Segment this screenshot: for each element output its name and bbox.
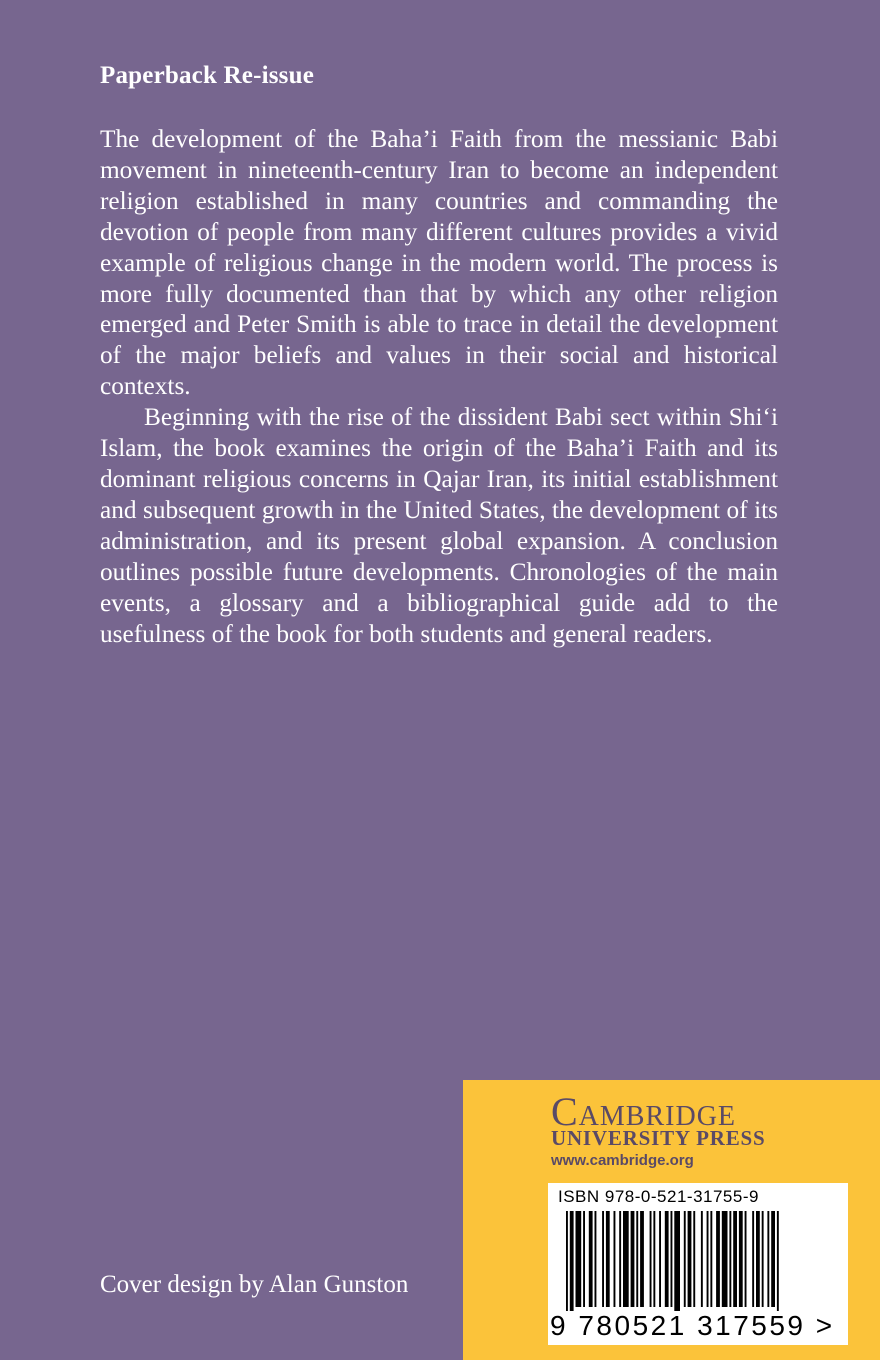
barcode-icon — [566, 1211, 828, 1311]
publisher-name: Cambridge — [551, 1089, 737, 1134]
cover-design-credit: Cover design by Alan Gunston — [100, 1271, 409, 1298]
publisher-subtitle: UNIVERSITY PRESS — [551, 1126, 766, 1150]
reissue-heading: Paperback Re-issue — [100, 62, 315, 89]
barcode-digits: 9 780521 317559 > — [550, 1310, 835, 1341]
publisher-panel — [463, 1080, 880, 1360]
isbn-label: ISBN 978-0-521-31755-9 — [558, 1187, 759, 1206]
publisher-url: www.cambridge.org — [551, 1152, 694, 1169]
barcode-panel — [548, 1183, 848, 1345]
blurb-paragraph-1: The development of the Baha’i Faith from the messianic Babi movement in nineteenth-century Iran to become an independent religion established in many countries and commanding the devotion of people from many different cultures provides a vivid example of religious change in the modern world. The process is more fully documented than that by which any other religion emerged and Peter Smith is able to trace in detail the development of the major beliefs and values in their social and historical contexts. — [100, 125, 778, 401]
blurb — [100, 124, 778, 649]
blurb-paragraph-2: Beginning with the rise of the dissident Babi sect within Shi‘i Islam, the book examines the origin of the Baha’i Faith and its dominant religious concerns in Qajar Iran, its initial establishment and subsequent growth in the United States, the development of its administration, and its present global expansion. A conclusion outlines possible future developments. Chronologies of the main events, a glossary and a bibliographical guide add to the usefulness of the book for both students and general readers. — [100, 403, 778, 648]
